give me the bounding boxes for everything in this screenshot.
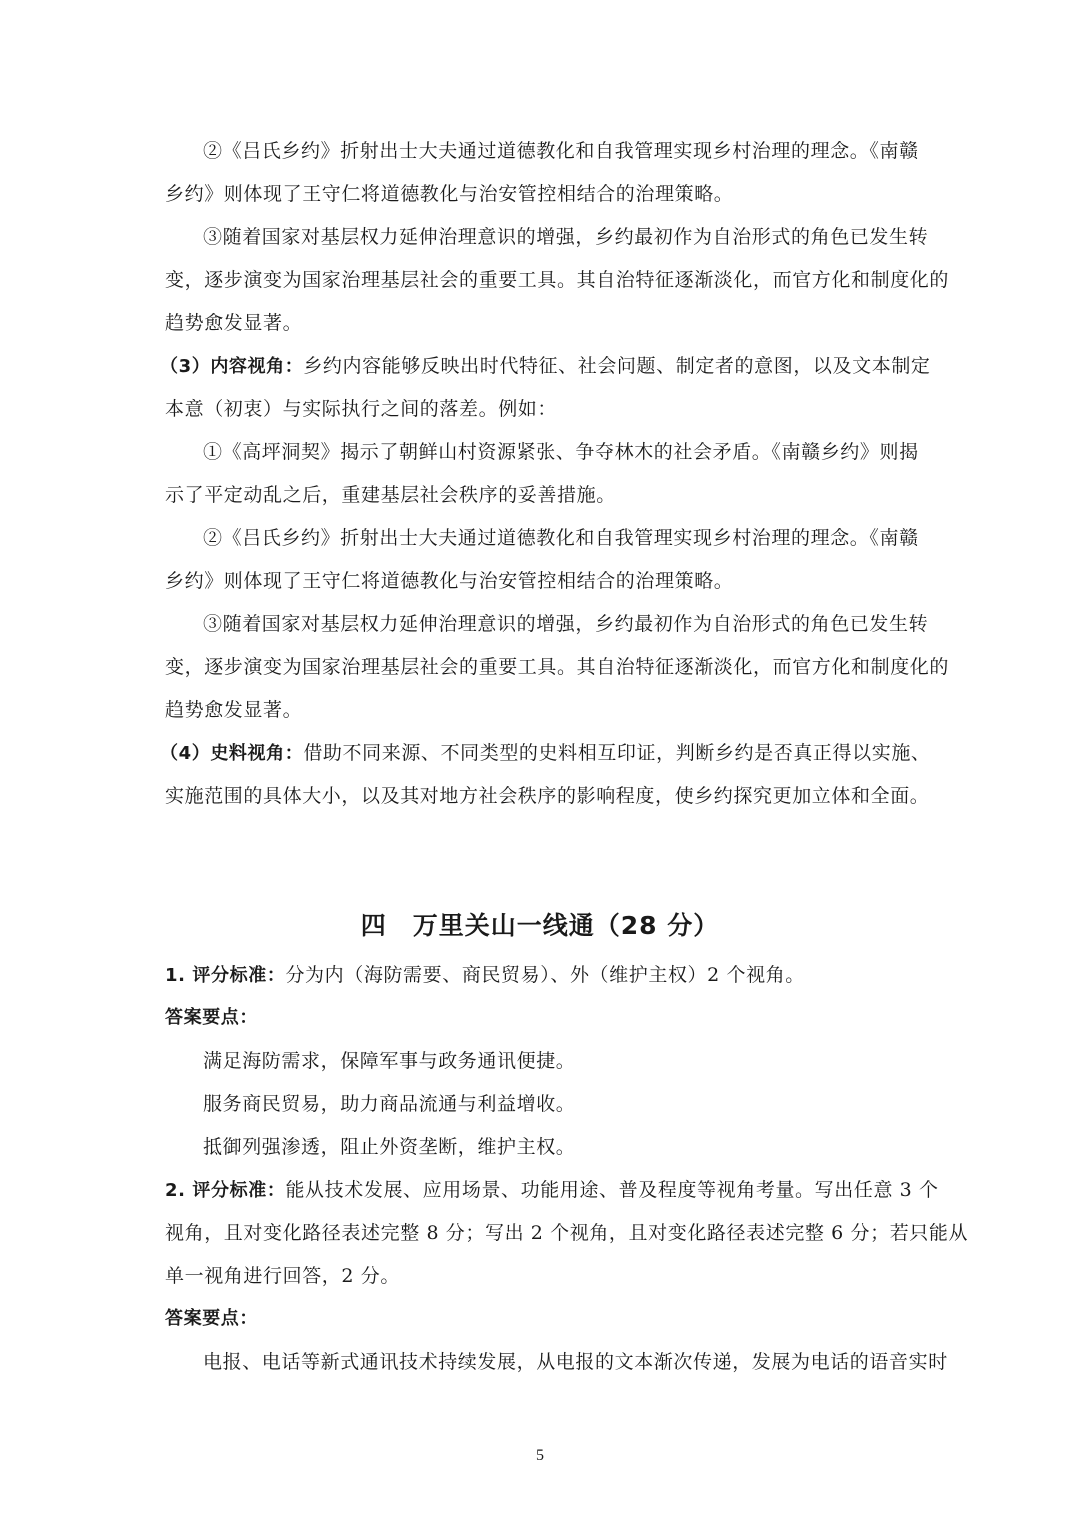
answer-point: 抵御列强渗透，阻止外资垄断，维护主权。 xyxy=(203,1136,576,1158)
answer-label: 答案要点： xyxy=(165,1007,258,1028)
paragraph-line: 乡约》则体现了王守仁将道德教化与治安管控相结合的治理策略。 xyxy=(165,570,734,592)
paragraph-line: ②《吕氏乡约》折射出士大夫通过道德教化和自我管理实现乡村治理的理念。《南赣 xyxy=(203,527,919,549)
source-perspective-text: 借助不同来源、不同类型的史料相互印证，判断乡约是否真正得以实施、 xyxy=(303,742,931,764)
answer-point: 电报、电话等新式通讯技术持续发展，从电报的文本渐次传递，发展为电话的语音实时 xyxy=(203,1351,948,1373)
page-number: 5 xyxy=(536,1447,544,1464)
source-perspective-label: （4）史料视角： xyxy=(160,743,304,764)
q1-line xyxy=(165,962,925,989)
answer-point: 满足海防需求，保障军事与政务通讯便捷。 xyxy=(203,1050,576,1072)
paragraph-line: 变，逐步演变为国家治理基层社会的重要工具。其自治特征逐渐淡化，而官方化和制度化的 xyxy=(165,656,950,678)
q2-line xyxy=(165,1177,939,1204)
paragraph-line: 视角，且对变化路径表述完整 8 分；写出 2 个视角，且对变化路径表述完整 6 分；若只能从 xyxy=(165,1222,969,1244)
q2-label: 2. 评分标准： xyxy=(165,1180,286,1201)
paragraph-line: 趋势愈发显著。 xyxy=(165,699,303,721)
paragraph-line: 变，逐步演变为国家治理基层社会的重要工具。其自治特征逐渐淡化，而官方化和制度化的 xyxy=(165,269,950,291)
content-perspective-label: （3）内容视角： xyxy=(160,356,304,377)
source-perspective-line xyxy=(160,740,931,767)
paragraph-line: ③随着国家对基层权力延伸治理意识的增强，乡约最初作为自治形式的角色已发生转 xyxy=(203,613,929,635)
q1-text: 分为内（海防需要、商民贸易）、外（维护主权）2 个视角。 xyxy=(285,964,805,986)
paragraph-line: 单一视角进行回答，2 分。 xyxy=(165,1265,400,1287)
answer-label: 答案要点： xyxy=(165,1308,258,1329)
paragraph-line: 乡约》则体现了王守仁将道德教化与治安管控相结合的治理策略。 xyxy=(165,183,734,205)
content-perspective-line xyxy=(160,353,931,380)
content-perspective-text: 乡约内容能够反映出时代特征、社会问题、制定者的意图，以及文本制定 xyxy=(303,355,931,377)
q1-label: 1. 评分标准： xyxy=(165,965,286,986)
section-heading: 四 万里关山一线通（28 分） xyxy=(360,911,720,940)
paragraph-line: ①《高坪洞契》揭示了朝鲜山村资源紧张、争夺林木的社会矛盾。《南赣乡约》则揭 xyxy=(203,441,919,463)
paragraph-line: ②《吕氏乡约》折射出士大夫通过道德教化和自我管理实现乡村治理的理念。《南赣 xyxy=(203,140,919,162)
paragraph-line: ③随着国家对基层权力延伸治理意识的增强，乡约最初作为自治形式的角色已发生转 xyxy=(203,226,929,248)
paragraph-line: 本意（初衷）与实际执行之间的落差。例如： xyxy=(165,398,558,420)
answer-point: 服务商民贸易，助力商品流通与利益增收。 xyxy=(203,1093,576,1115)
paragraph-line: 趋势愈发显著。 xyxy=(165,312,303,334)
q2-text: 能从技术发展、应用场景、功能用途、普及程度等视角考量。写出任意 3 个 xyxy=(285,1179,939,1201)
paragraph-line: 实施范围的具体大小，以及其对地方社会秩序的影响程度，使乡约探究更加立体和全面。 xyxy=(165,785,930,807)
paragraph-line: 示了平定动乱之后，重建基层社会秩序的妥善措施。 xyxy=(165,484,616,506)
